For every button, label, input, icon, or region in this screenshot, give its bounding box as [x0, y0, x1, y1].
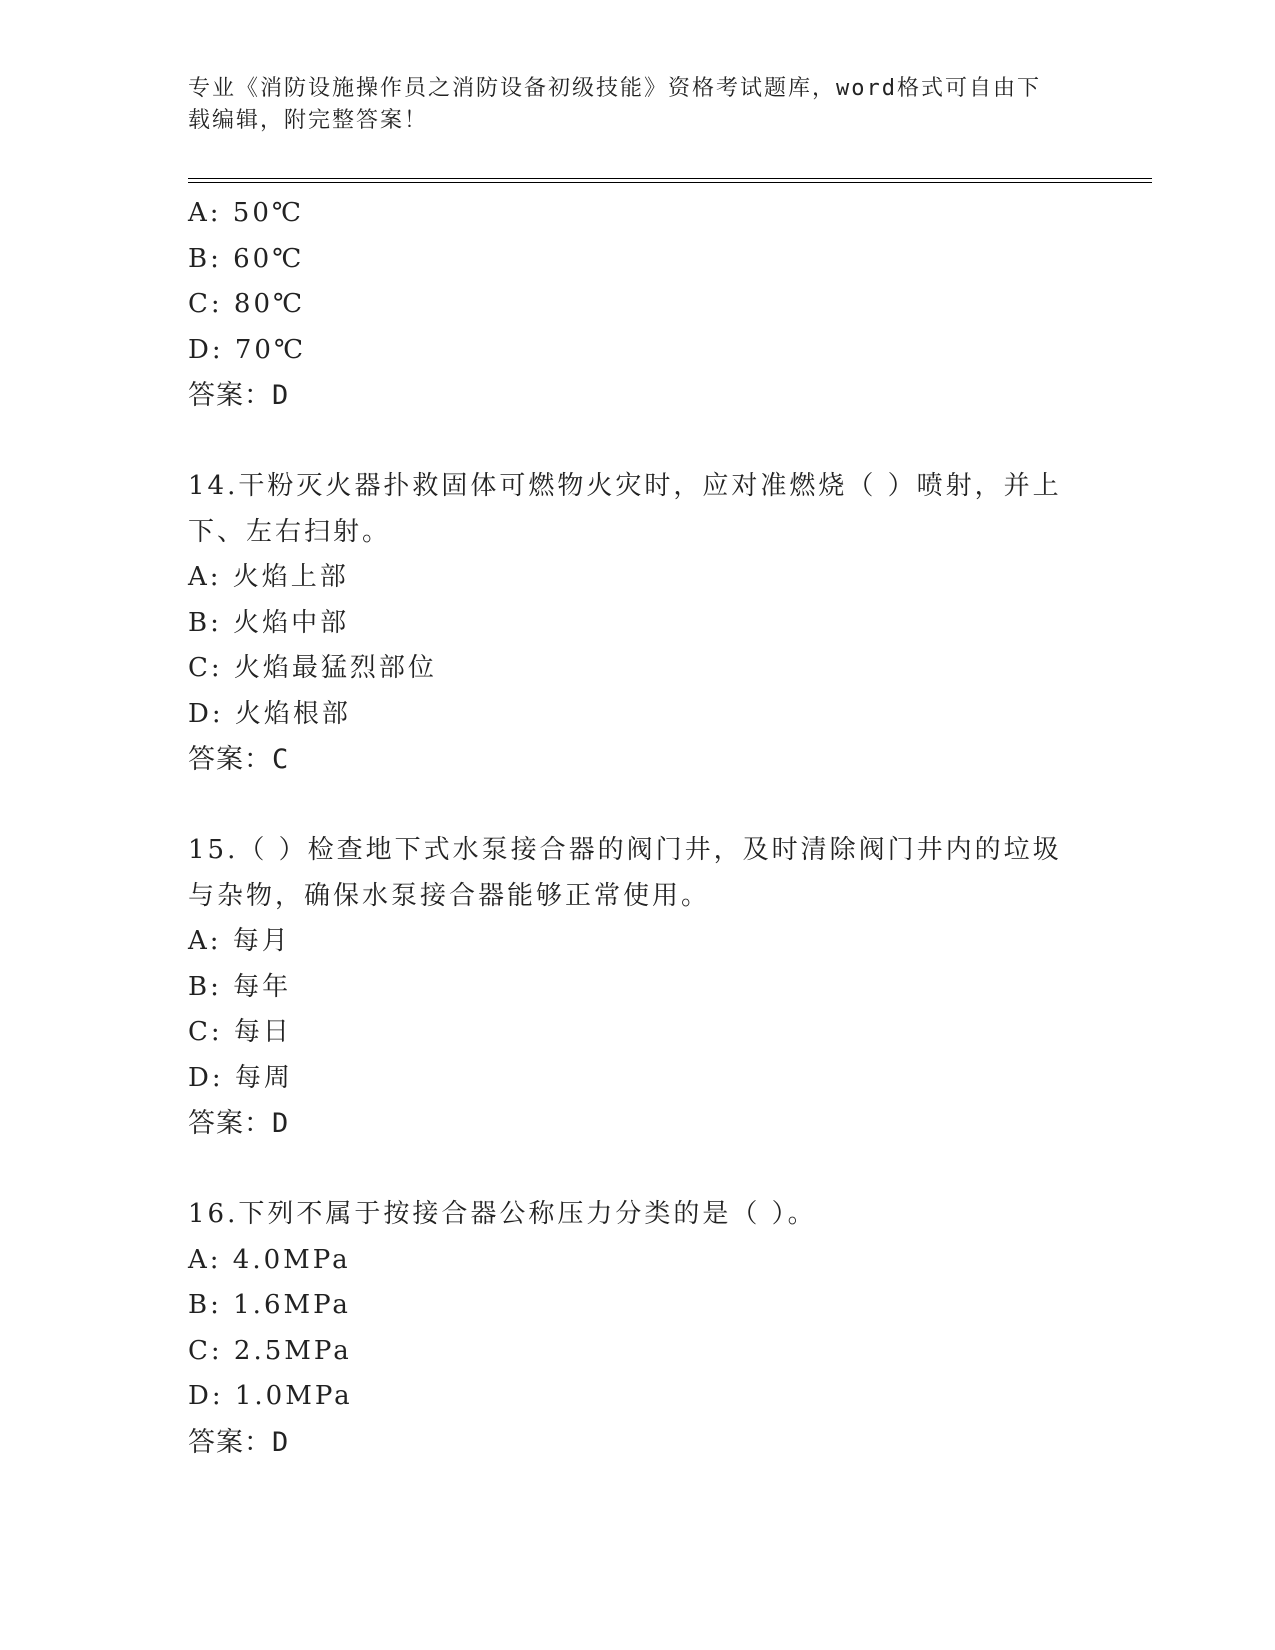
stem-line-1: 15.（ ）检查地下式水泵接合器的阀门井，及时清除阀门井内的垃圾 — [188, 835, 1062, 865]
spacer — [188, 783, 1088, 829]
stem-line-2: 下、左右扫射。 — [188, 516, 392, 547]
header-line-2: 载编辑，附完整答案！ — [188, 108, 429, 133]
option-d: D: 火焰根部 — [188, 698, 351, 729]
stem-line-1: 16.下列不属于按接合器公称压力分类的是（ ）。 — [188, 1199, 817, 1229]
header-line-1: 专业《消防设施操作员之消防设备初级技能》资格考试题库，word格式可自由下 — [188, 76, 1041, 101]
spacer — [188, 1147, 1088, 1193]
option-a: A: 4.0MPa — [188, 1244, 351, 1275]
answer: 答案：C — [188, 744, 290, 775]
header-divider-top — [188, 178, 1152, 179]
option-d: D: 70℃ — [188, 334, 307, 365]
option-b: B: 每年 — [188, 971, 292, 1002]
option-a: A: 火焰上部 — [188, 562, 349, 592]
option-c: C: 每日 — [188, 1017, 292, 1047]
option-c: C: 火焰最猛烈部位 — [188, 653, 437, 683]
answer: 答案：D — [188, 1108, 290, 1139]
spacer — [188, 419, 1088, 465]
question-14 — [188, 464, 1088, 783]
option-b: B: 1.6MPa — [188, 1290, 351, 1320]
question-stem — [188, 464, 1088, 555]
question-13 — [188, 191, 1088, 419]
question-stem — [188, 1192, 1088, 1238]
question-stem — [188, 828, 1088, 919]
option-d: D: 每周 — [188, 1062, 293, 1093]
option-b: B: 火焰中部 — [188, 607, 350, 638]
answer: 答案：D — [188, 380, 290, 411]
option-a: A: 50℃ — [188, 198, 304, 228]
document-header — [188, 73, 1068, 137]
answer: 答案：D — [188, 1426, 290, 1458]
option-a: A: 每月 — [188, 926, 291, 956]
stem-line-2: 与杂物，确保水泵接合器能够正常使用。 — [188, 880, 711, 911]
option-d: D: 1.0MPa — [188, 1381, 353, 1411]
option-b: B: 60℃ — [188, 243, 305, 274]
stem-line-1: 14.干粉灭火器扑救固体可燃物火灾时，应对准燃烧（ ）喷射，并上 — [188, 471, 1062, 501]
question-16 — [188, 1192, 1088, 1465]
option-c: C: 2.5MPa — [188, 1335, 352, 1366]
header-divider-bottom — [188, 182, 1152, 183]
option-c: C: 80℃ — [188, 289, 306, 319]
question-list — [188, 191, 1088, 1465]
question-15 — [188, 828, 1088, 1147]
